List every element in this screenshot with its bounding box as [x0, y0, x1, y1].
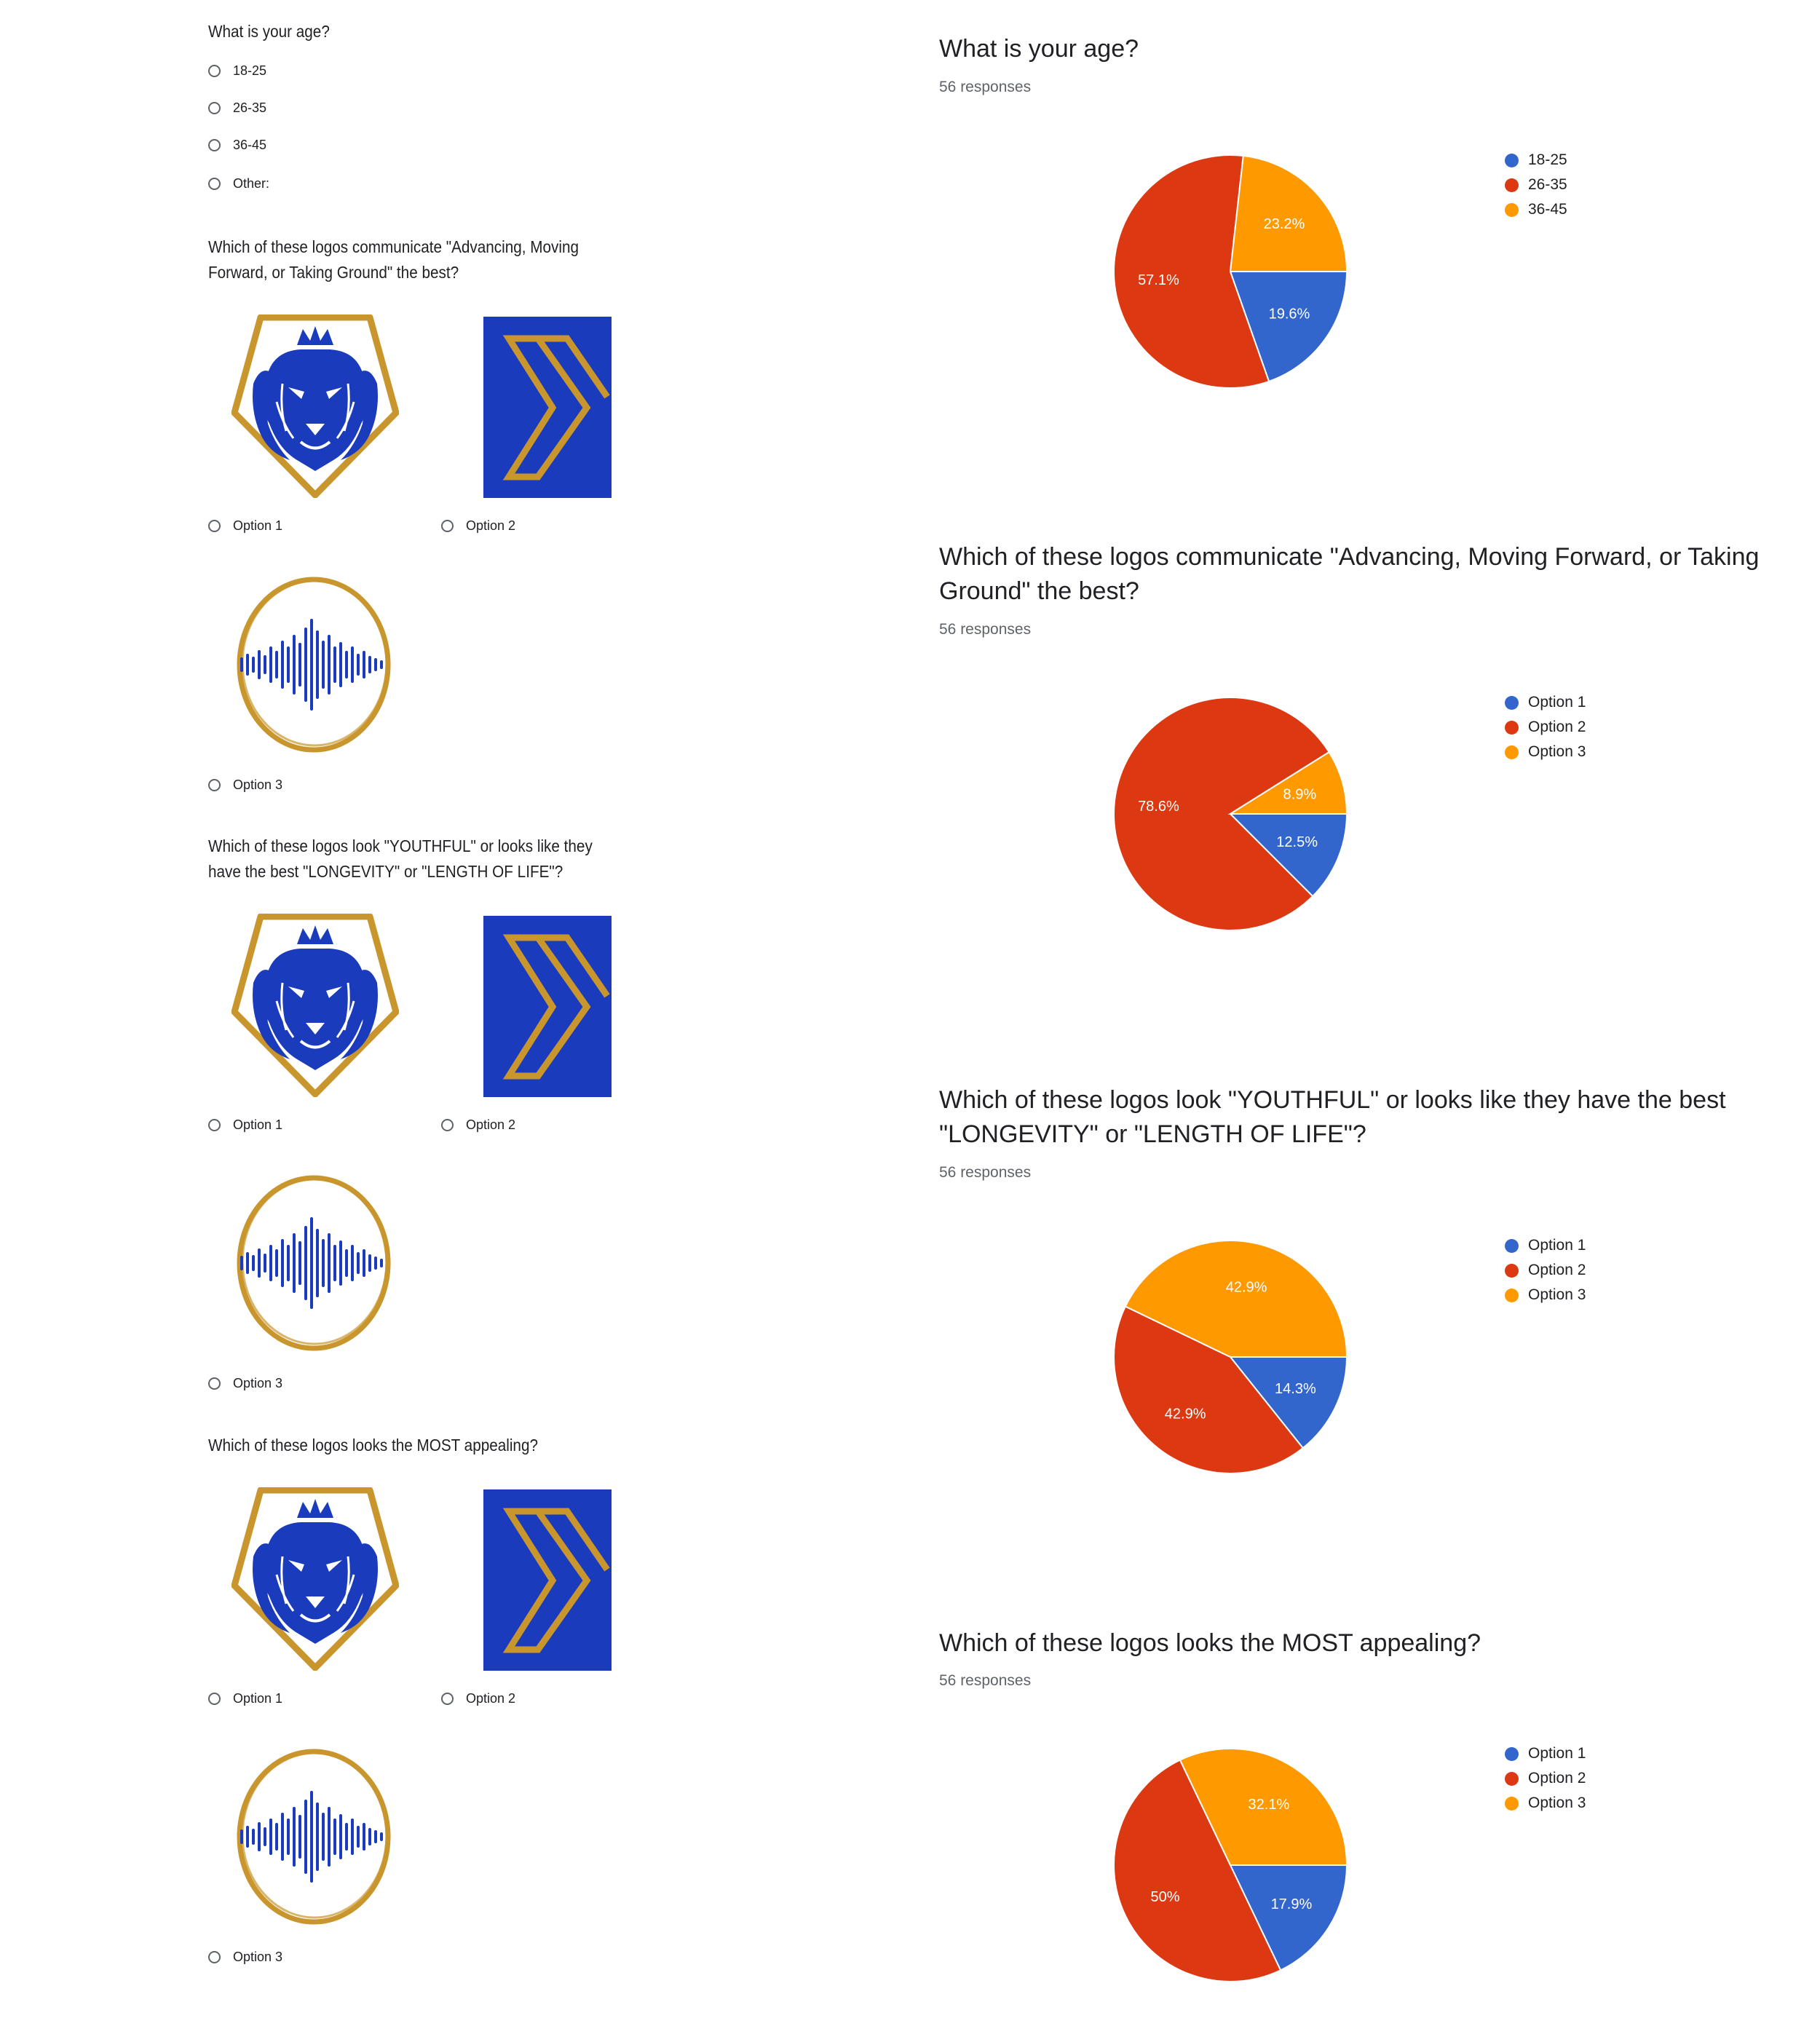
radio-button[interactable]: [208, 139, 221, 151]
radio-button[interactable]: [441, 1119, 454, 1131]
radio-option-18-25[interactable]: [208, 60, 266, 82]
survey-results: [837, 0, 1820, 2034]
option-label: Option 2: [466, 518, 516, 533]
legend-item: [1505, 1791, 1586, 1816]
question-title-appealing: Which of these logos looks the MOST appealing?: [208, 1436, 538, 1455]
sound-wave-circle-icon: [233, 1747, 395, 1926]
chevron-arrow-icon: [483, 1489, 612, 1671]
pie-slice-36-45[interactable]: [1230, 156, 1347, 272]
response-count: 56 responses: [939, 621, 1032, 638]
legend-item: [1505, 173, 1567, 197]
pie-slice-label: 57.1%: [1138, 272, 1179, 289]
legend-item: [1505, 1233, 1586, 1258]
radio-button[interactable]: [208, 520, 221, 532]
chart-legend: [1505, 1741, 1586, 1816]
chevron-arrow-icon: [483, 916, 612, 1097]
radio-option-2[interactable]: [441, 515, 515, 537]
result-title: Which of these logos look "YOUTHFUL" or looks like they have the best "LONGEVITY" or "LENGTH OF LIFE"?: [939, 1086, 1726, 1148]
radio-option-1[interactable]: [208, 1687, 282, 1709]
legend-label: 36-45: [1528, 201, 1567, 218]
radio-option-3[interactable]: [208, 1372, 282, 1394]
pie-chart-age: [1107, 148, 1354, 395]
pie-chart-advancing: [1107, 690, 1354, 938]
radio-option-2[interactable]: [441, 1687, 515, 1709]
radio-option-3[interactable]: [208, 774, 282, 796]
radio-option-3[interactable]: [208, 1946, 282, 1968]
legend-item: [1505, 1766, 1586, 1791]
radio-button[interactable]: [208, 65, 221, 77]
chart-legend: [1505, 148, 1567, 222]
radio-option-26-35[interactable]: [208, 97, 266, 119]
legend-item: [1505, 197, 1567, 222]
question-title-advancing: Which of these logos communicate "Advancing, Moving Forward, or Taking Ground" the best?: [208, 237, 579, 282]
legend-label: Option 3: [1528, 1286, 1586, 1303]
radio-button[interactable]: [208, 779, 221, 791]
chart-legend: [1505, 1233, 1586, 1307]
legend-item: [1505, 740, 1586, 764]
result-title: Which of these logos communicate "Advancing, Moving Forward, or Taking Ground" the best?: [939, 543, 1760, 605]
response-count: 56 responses: [939, 79, 1032, 95]
survey-form: [0, 0, 837, 2034]
option-label: Option 2: [466, 1117, 516, 1132]
pie-slice-label: 19.6%: [1268, 306, 1310, 322]
legend-swatch: [1505, 696, 1519, 710]
question-title-age: What is your age?: [208, 22, 330, 41]
legend-swatch: [1505, 1264, 1519, 1278]
pie-slice-label: 8.9%: [1283, 786, 1317, 803]
pie-slice-label: 42.9%: [1164, 1406, 1206, 1422]
result-title: What is your age?: [939, 35, 1139, 63]
legend-swatch: [1505, 178, 1519, 192]
legend-swatch: [1505, 1772, 1519, 1786]
option-label: 18-25: [233, 63, 267, 78]
radio-button[interactable]: [208, 1693, 221, 1705]
sound-wave-circle-icon: [233, 1174, 395, 1353]
legend-label: Option 2: [1528, 1262, 1586, 1278]
legend-label: Option 1: [1528, 694, 1586, 711]
option-label: 36-45: [233, 137, 267, 152]
option-label: Option 1: [233, 1690, 283, 1706]
option-label: 26-35: [233, 100, 267, 115]
option-label: Option 2: [466, 1690, 516, 1706]
legend-item: [1505, 690, 1586, 715]
option-label: Option 3: [233, 1949, 283, 1964]
pie-chart-appealing: [1107, 1741, 1354, 1989]
pie-slice-label: 14.3%: [1275, 1381, 1316, 1398]
legend-swatch: [1505, 154, 1519, 167]
radio-option-36-45[interactable]: [208, 134, 266, 156]
radio-button[interactable]: [208, 102, 221, 114]
pie-slice-label: 32.1%: [1248, 1797, 1290, 1813]
question-title-youthful: Which of these logos look "YOUTHFUL" or looks like they have the best "LONGEVITY" or "LENGTH OF LIFE"?: [208, 836, 593, 881]
legend-label: Option 2: [1528, 719, 1586, 735]
pie-slice-label: 78.6%: [1138, 798, 1179, 815]
legend-label: Option 2: [1528, 1770, 1586, 1786]
response-count: 56 responses: [939, 1164, 1032, 1181]
legend-swatch: [1505, 203, 1519, 217]
radio-option-2[interactable]: [441, 1114, 515, 1136]
radio-button[interactable]: [208, 1377, 221, 1390]
pie-slice-label: 12.5%: [1276, 834, 1318, 850]
chart-legend: [1505, 690, 1586, 764]
pie-slice-label: 23.2%: [1263, 215, 1305, 232]
option-label: Other:: [233, 175, 270, 191]
option-label: Option 1: [233, 518, 283, 533]
response-count: 56 responses: [939, 1672, 1032, 1689]
legend-label: Option 1: [1528, 1745, 1586, 1762]
legend-swatch: [1505, 1239, 1519, 1253]
pie-slice-label: 50%: [1150, 1888, 1180, 1905]
pie-slice-label: 42.9%: [1225, 1279, 1267, 1296]
legend-swatch: [1505, 1289, 1519, 1302]
legend-label: 18-25: [1528, 151, 1567, 168]
sound-wave-circle-icon: [233, 575, 395, 754]
legend-swatch: [1505, 745, 1519, 759]
pie-slice-label: 17.9%: [1270, 1896, 1313, 1912]
legend-label: Option 3: [1528, 1794, 1586, 1811]
result-title: Which of these logos looks the MOST appealing?: [939, 1629, 1481, 1657]
legend-item: [1505, 148, 1567, 173]
lion-crest-icon: [232, 1487, 399, 1671]
lion-crest-icon: [232, 914, 399, 1097]
legend-swatch: [1505, 1797, 1519, 1811]
legend-label: 26-35: [1528, 176, 1567, 193]
legend-item: [1505, 1283, 1586, 1307]
radio-button[interactable]: [208, 1951, 221, 1963]
legend-label: Option 3: [1528, 743, 1586, 760]
legend-item: [1505, 1741, 1586, 1766]
option-label: Option 1: [233, 1117, 283, 1132]
radio-button[interactable]: [441, 520, 454, 532]
chevron-arrow-icon: [483, 317, 612, 498]
radio-button[interactable]: [208, 1119, 221, 1131]
radio-button[interactable]: [208, 178, 221, 190]
radio-option-1[interactable]: [208, 1114, 282, 1136]
radio-option-1[interactable]: [208, 515, 282, 537]
legend-swatch: [1505, 1747, 1519, 1761]
radio-option-other[interactable]: [208, 173, 269, 194]
legend-item: [1505, 715, 1586, 740]
legend-swatch: [1505, 721, 1519, 735]
pie-chart-youthful: [1107, 1233, 1354, 1481]
option-label: Option 3: [233, 1375, 283, 1390]
lion-crest-icon: [232, 314, 399, 498]
radio-button[interactable]: [441, 1693, 454, 1705]
option-label: Option 3: [233, 777, 283, 792]
legend-item: [1505, 1258, 1586, 1283]
legend-label: Option 1: [1528, 1237, 1586, 1254]
